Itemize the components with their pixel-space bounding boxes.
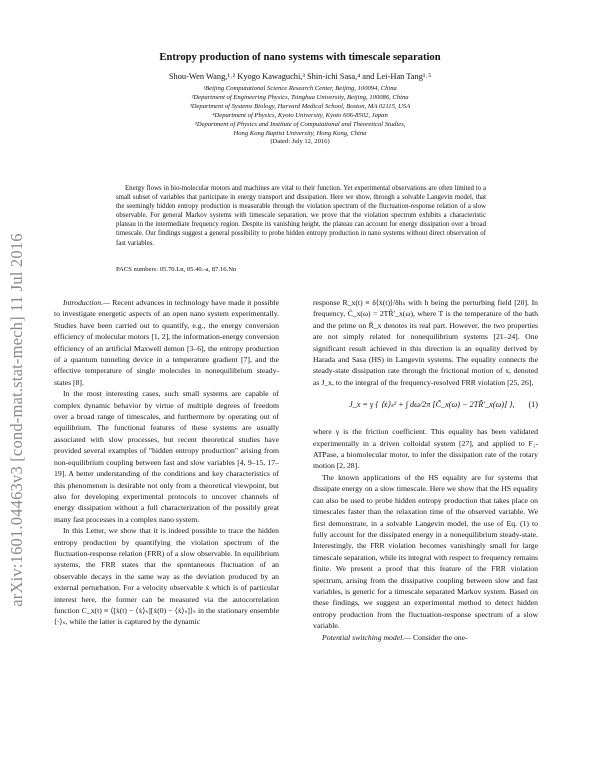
section-runin-heading: Potential switching model.— [322,632,412,642]
paragraph [313,632,538,643]
paragraph: where γ is the friction coefficient. This equality has been validated experimentally in a driven colloidal system [27], and applied to F₁-ATPase, a biomolecular motor, to infer the dissipation rate of the rotary motion [2, 28]. [313,427,538,471]
left-column [54,297,279,628]
arxiv-stamp [2,200,32,640]
paper-title: Entropy production of nano systems with timescale separation [159,52,441,63]
date-line: (Dated: July 12, 2016) [270,138,330,146]
affiliation: ²Department of Engineering Physics, Tsinghua University, Beijing, 100086, China [191,93,409,101]
paragraph [54,297,279,388]
affiliation: ¹Beijing Computational Science Research Center, Beijing, 100094, China [203,85,397,92]
equation-body: J_x = γ { ⟨ẋ⟩ₛ² + ∫ dω/2π [C̃_x(ω) − 2TR̃′_x(ω)] }, [349,400,515,410]
section-runin-heading: Introduction.— [63,298,110,307]
paragraph: The known applications of the HS equality are for systems that dissipate energy on a slow timescale. Here we show that the HS equality can also be used to probe hidden entropy production that takes place on timescales faster than the relaxation time of the observed variable. We first demonstrate, in a solvable Langevin model, the use of Eq. (1) to fully account for the dissipated energy in a nonequilibrium steady-state. Interestingly, the FRR violation becomes vanishingly small for large timescale separation, while its integral with respect to frequency remains finite. We present a proof that this feature of the FRR violation spectrum, arising from the dissipative coupling between slow and fast variables, is generic for a timescale separated Markov system. Based on these findings, we suggest an experimental method to detect hidden entropy production from the fluctuation-response spectrum of a slow variable. [313,472,538,631]
abstract: Energy flows in bio-molecular motors and machines are vital to their function. Yet experimental observations are often limited to a small subset of variables that participate in energy transport and dissipation. Here we show, through a solvable Langevin model, that the seemingly hidden entropy production is measurable through the violation spectrum of the fluctuation-response relation of a slow observable. For general Markov systems with timescale separation, we prove that the violation spectrum exhibits a characteristic plateau in the intermediate frequency region. Despite its vanishing height, the plateau can account for energy dissipation over a broad timescale. Our findings suggest a general possibility to probe hidden entropy production in nano systems without direct observation of fast variables. [116,185,486,247]
paragraph: In this Letter, we show that it is indeed possible to trace the hidden entropy production by quantifying the violation spectrum of the fluctuation-response relation (FRR) of a slow observable. In equilibrium systems, the FRR states that the spontaneous fluctuation of an observable decays in the same way as the deviation produced by an external perturbation. For a velocity observable ẋ which is of particular interest here, the former can be measured via the autocorrelation function C_x(t) ≡ ⟨[ẋ(t) − ⟨ẋ⟩ₛ][ẋ(0) − ⟨ẋ⟩ₛ]⟩ₛ in the stationary ensemble ⟨·⟩ₛ, while the latter is captured by the dynamic [54,526,279,627]
paragraph: response R_x(t) ≡ δ⟨ẋ(t)⟩/δhₛ with h being the perturbing field [20]. In frequency, C̃_x(ω) = 2TR̃′_x(ω), where T is the temperature of the bath and the prime on R̃_x denotes its real part. However, the two properties are not simply related for nonequilibrium systems [21–24]. One significant result achieved in this direction is an equality derived by Harada and Sasa (HS) in Langevin systems. The equality connects the steady-state dissipation rate through the frictional motion of x, denoted as J_x, to the integral of the frequency-resolved FRR violation [25, 26], [313,298,538,387]
affiliation: ⁴Department of Physics, Kyoto University, Kyoto 606-8502, Japan [212,111,388,119]
equation-number: (1) [528,400,538,410]
author-list: Shou-Wen Wang,¹˒² Kyogo Kawaguchi,³ Shin-ichi Sasa,⁴ and Lei-Han Tang¹˒⁵ [168,72,432,81]
affiliation: ³Department of Systems Biology, Harvard Medical School, Boston, MA 02115, USA [189,102,411,110]
paragraph-text: Recent advances in technology have made it possible to investigate energetic aspects of an open nano system experimentally. Studies have been carried out to quantify, e.g., the energy conversion efficiency of molecular motors [1, 2], the information-energy conversion efficiency of an artificial Maxwell demon [3–6], the entropy production of a quantum tunneling device in a temperature gradient [7], and the effective temperature of single molecules in nonequilibrium steady-states [8]. [54,298,279,387]
affiliation: Hong Kong Baptist University, Hong Kong, China [233,129,367,137]
right-column [313,297,538,643]
affiliations [100,85,500,147]
pacs-numbers: PACS numbers: 05.70.Ln, 05.40.-a, 87.16.Nn [116,266,237,273]
equation-1 [313,392,538,422]
paragraph: In the most interesting cases, such small systems are capable of complex dynamic behavior by virtue of multiple degrees of freedom over a broad range of timescales, and furthermore by operating out of equilibrium. The functional features of these systems are usually associated with slow processes, but recent theoretical studies have provided several examples of "hidden entropy production" arising from non-equilibrium coupling between fast and slow variables [4, 9–15, 17–19]. A better understanding of the conditions and key characteristics of this phenomenon is desirable not only from a theoretical viewpoint, but also for developing experimental protocols to uncover channels of energy dissipation without a full characterization of the possibly great many fast processes in a complex nano system. [54,389,279,524]
arxiv-identifier: arXiv:1601.04463v3 [cond-mat.stat-mech] 11 Jul 2016 [7,233,26,607]
paragraph-text: Consider the one- [411,632,468,642]
affiliation: ⁵Department of Physics and Institute of Computational and Theoretical Studies, [194,120,406,128]
